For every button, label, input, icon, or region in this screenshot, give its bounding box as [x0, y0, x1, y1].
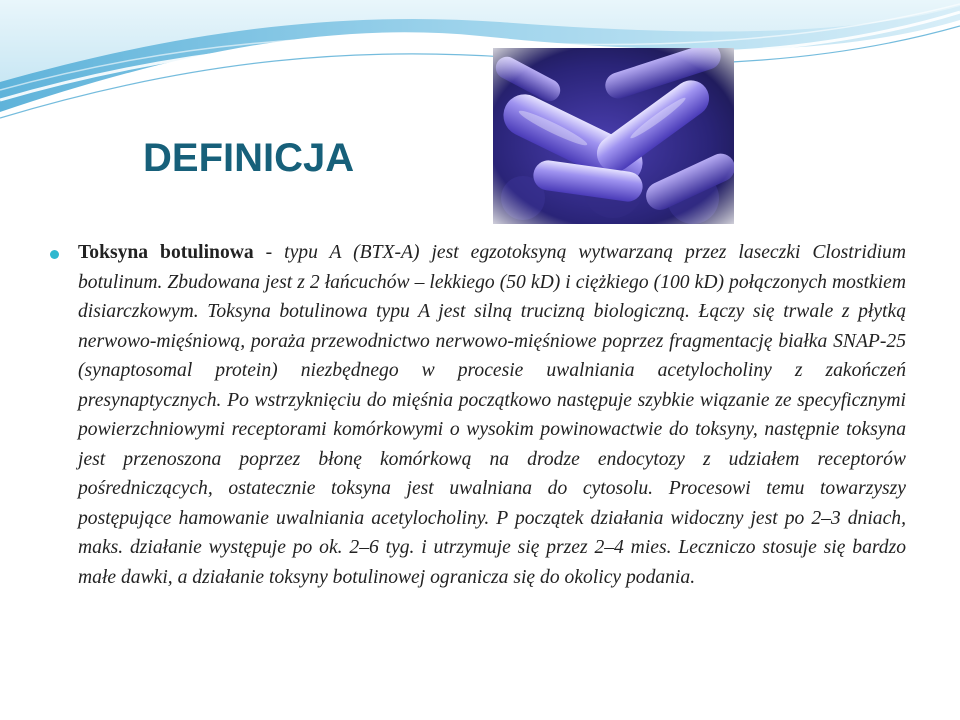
definition-paragraph: [78, 238, 906, 592]
definition-body: - typu A (BTX-A) jest egzotoksyną wytwarzaną przez laseczki Clostridium botulinum. Zbudowana jest z 2 łańcuchów – lekkiego (50 kD) i ciężkiego (100 kD) połączonych mostkiem disiarczkowym. Toksyna botulinowa typu A jest silną trucizną biologiczną. Łączy się trwale z płytką nerwowo-mięśniową, poraża przewodnictwo nerwowo-mięśniowe poprzez fragmentację białka SNAP-25 (synaptosomal protein) niezbędnego w procesie uwalniania acetylocholiny z zakończeń presynaptycznych. Po wstrzyknięciu do mięśnia początkowo następuje szybkie wiązanie ze specyficznymi powierzchniowymi receptorami komórkowymi o wysokim powinowactwie do toksyny, następnie toksyna jest przenoszona poprzez błonę komórkową na drodze endocytozy z udziałem receptorów pośredniczących, ostatecznie toksyna jest uwalniana do cytosolu. Procesowi temu towarzyszy postępujące hamowanie uwalniania acetylocholiny. P początek działania widoczny jest po 2–3 dniach, maks. działanie występuje po ok. 2–6 tyg. i utrzymuje się przez 2–4 mies. Leczniczo stosuje się bardzo małe dawki, a działanie toksyny botulinowej ogranicza się do okolicy podania.: [78, 242, 907, 588]
bacteria-image: [493, 48, 734, 224]
bullet-dot-icon: [50, 250, 59, 259]
definition-bullet: [50, 238, 906, 592]
header-wave-decoration: [0, 0, 960, 130]
definition-term: Toksyna botulinowa: [78, 242, 254, 263]
slide-title: DEFINICJA: [143, 136, 355, 180]
